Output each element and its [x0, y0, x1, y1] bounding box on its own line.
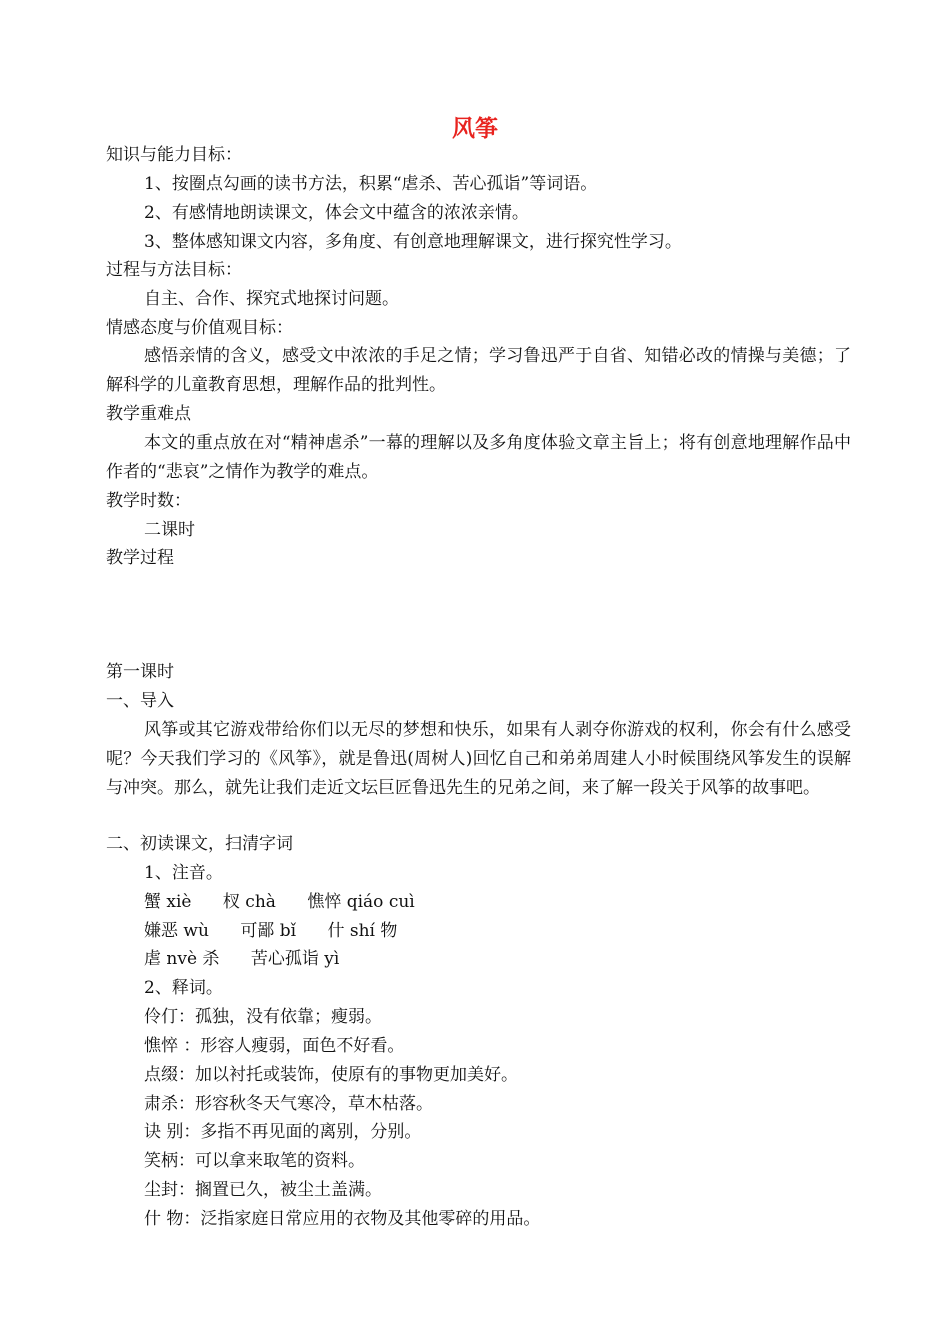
phonetic-heading: 1、注音。	[144, 863, 223, 883]
knowledge-objective-2: 2、有感情地朗读课文，体会文中蕴含的浓浓亲情。	[144, 203, 529, 223]
emotion-objectives-text: 感悟亲情的含义，感受文中浓浓的手足之情；学习鲁迅严于自省、知错必改的情操与美德；了解科学的儿童教育思想，理解作品的批判性。	[106, 346, 851, 395]
teaching-hours-value: 二课时	[144, 520, 195, 540]
phonetic-item: 蟹 xiè	[144, 892, 192, 912]
reading-heading: 二、初读课文，扫清字词	[106, 834, 293, 854]
phonetic-item: 虐 nvè 杀	[144, 949, 220, 969]
vocab-item: 伶仃：孤独，没有依靠；瘦弱。	[144, 1007, 382, 1027]
phonetic-item: 什 shí 物	[327, 921, 398, 941]
knowledge-objectives-heading: 知识与能力目标：	[106, 145, 242, 165]
vocab-item: 憔悴 ：形容人瘦弱，面色不好看。	[144, 1036, 405, 1056]
process-objectives-text: 自主、合作、探究式地探讨问题。	[144, 289, 399, 309]
phonetic-row-1	[144, 888, 415, 917]
phonetic-item: 可鄙 bǐ	[240, 921, 297, 941]
key-points-text: 本文的重点放在对“精神虐杀”一幕的理解以及多角度体验文章主旨上；将有创意地理解作品中作者的“悲哀”之情作为教学的难点。	[106, 433, 851, 482]
teaching-process-heading: 教学过程	[106, 548, 174, 568]
vocab-item: 什 物：泛指家庭日常应用的衣物及其他零碎的用品。	[144, 1209, 541, 1229]
vocab-item: 笑柄：可以拿来取笔的资料。	[144, 1151, 365, 1171]
phonetic-item: 憔悴 qiáo cuì	[307, 892, 415, 912]
intro-heading: 一、导入	[106, 691, 174, 711]
phonetic-row-2	[144, 917, 397, 946]
knowledge-objective-3: 3、整体感知课文内容，多角度、有创意地理解课文，进行探究性学习。	[144, 232, 682, 252]
process-objectives-heading: 过程与方法目标：	[106, 260, 242, 280]
vocab-item: 尘封：搁置已久，被尘土盖满。	[144, 1180, 382, 1200]
phonetic-item: 杈 chà	[222, 892, 276, 912]
phonetic-item: 嫌恶 wù	[144, 921, 209, 941]
key-points-heading: 教学重难点	[106, 404, 191, 424]
lesson-one-heading: 第一课时	[106, 662, 174, 682]
phonetic-item: 苦心孤诣 yì	[250, 949, 340, 969]
teaching-hours-heading: 教学时数：	[106, 491, 191, 511]
emotion-objectives-heading: 情感态度与价值观目标：	[106, 318, 293, 338]
intro-text: 风筝或其它游戏带给你们以无尽的梦想和快乐，如果有人剥夺你游戏的权利，你会有什么感受呢？今天我们学习的《风筝》，就是鲁迅(周树人)回忆自己和弟弟周建人小时候围绕风筝发生的误解与冲突。那么，就先让我们走近文坛巨匠鲁迅先生的兄弟之间，来了解一段关于风筝的故事吧。	[106, 720, 851, 798]
vocab-item: 诀 别：多指不再见面的离别，分别。	[144, 1122, 422, 1142]
vocab-heading: 2、释词。	[144, 978, 223, 998]
vocab-item: 点缀：加以衬托或装饰，使原有的事物更加美好。	[144, 1065, 518, 1085]
knowledge-objective-1: 1、按圈点勾画的读书方法，积累“虐杀、苦心孤诣”等词语。	[144, 174, 598, 194]
phonetic-row-3	[144, 945, 339, 974]
vocab-item: 肃杀：形容秋冬天气寒冷，草木枯落。	[144, 1094, 433, 1114]
document-title: 风筝	[452, 116, 498, 142]
